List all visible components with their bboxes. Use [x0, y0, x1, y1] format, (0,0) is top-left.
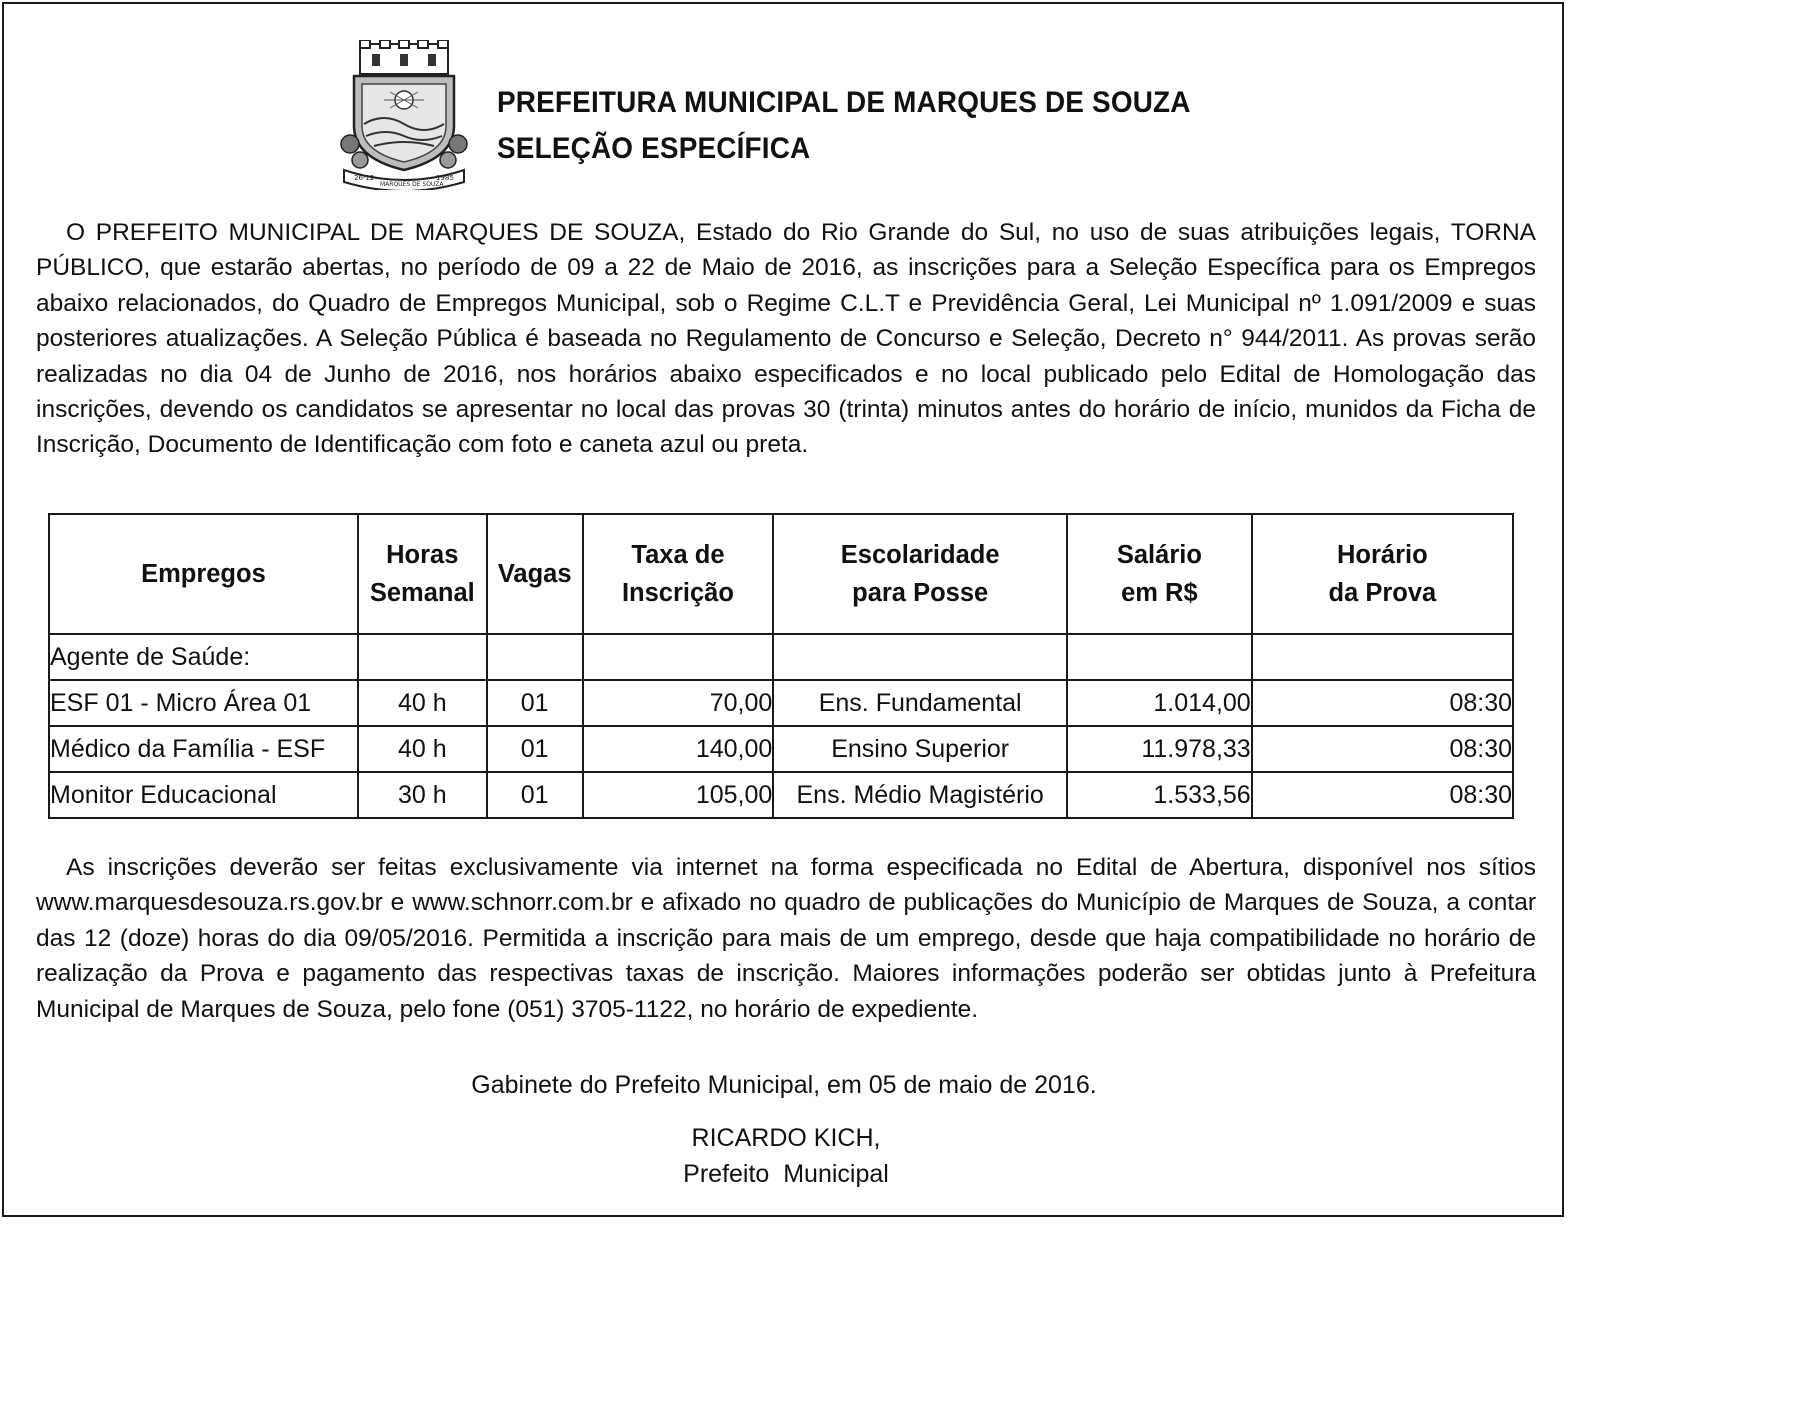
- table-group-row: [49, 634, 1513, 680]
- cell-vagas: 01: [487, 680, 583, 726]
- cell-emprego: Médico da Família - ESF: [49, 726, 358, 772]
- table-row: [49, 680, 1513, 726]
- municipal-coat-of-arms-icon: [340, 40, 468, 190]
- cell-taxa: 70,00: [583, 680, 774, 726]
- cell-taxa: 140,00: [583, 726, 774, 772]
- table-header-row: [49, 514, 1513, 634]
- cell-horario: 08:30: [1252, 680, 1513, 726]
- crest-year-left: 26-12: [354, 174, 375, 182]
- place-date-line: Gabinete do Prefeito Municipal, em 05 de maio de 2016.: [471, 1071, 1097, 1099]
- col-header-salario: Salário em R$: [1067, 514, 1252, 634]
- cell-salario: 1.533,56: [1067, 772, 1252, 818]
- info-paragraph: As inscrições deverão ser feitas exclusivamente via internet na forma especificada no Edital de Abertura, disponível nos sítios www.marquesdesouza.rs.gov.br e www.schnorr.com.br e afixado no quadro de publicações do Município de Marques de Souza, a contar das 12 (doze) horas do dia 09/05/2016. Permitida a inscrição para mais de um emprego, desde que haja compatibilidade no horário de realização da Prova e pagamento das respectivas taxas de inscrição. Maiores informações poderão ser obtidas junto à Prefeitura Municipal de Marques de Souza, pelo fone (051) 3705-1122, no horário de expediente.: [36, 854, 1536, 1023]
- col-header-empregos: Empregos: [49, 514, 358, 634]
- cell-salario: 1.014,00: [1067, 680, 1252, 726]
- col-header-vagas: Vagas: [487, 514, 583, 634]
- crest-year-right: 1985: [436, 174, 454, 182]
- col-header-taxa: Taxa de Inscrição: [583, 514, 774, 634]
- table-row: [49, 726, 1513, 772]
- crest-ribbon-text: MARQUES DE SOUZA: [380, 181, 444, 188]
- cell-escolaridade: Ens. Médio Magistério: [773, 772, 1067, 818]
- cell-escolaridade: Ens. Fundamental: [773, 680, 1067, 726]
- document-header: [497, 80, 1243, 172]
- header-title: PREFEITURA MUNICIPAL DE MARQUES DE SOUZA: [497, 86, 1191, 119]
- signer-title: Prefeito Municipal: [683, 1160, 889, 1188]
- positions-table: [48, 513, 1514, 819]
- cell-horas: 40 h: [358, 680, 487, 726]
- table-row: [49, 772, 1513, 818]
- cell-emprego: ESF 01 - Micro Área 01: [49, 680, 358, 726]
- intro-paragraph: O PREFEITO MUNICIPAL DE MARQUES DE SOUZA, Estado do Rio Grande do Sul, no uso de suas atribuições legais, TORNA PÚBLICO, que estarão abertas, no período de 09 a 22 de Maio de 2016, as inscrições para a Seleção Específica para os Empregos abaixo relacionados, do Quadro de Empregos Municipal, sob o Regime C.L.T e Previdência Geral, Lei Municipal nº 1.091/2009 e suas posteriores atualizações. A Seleção Pública é baseada no Regulamento de Concurso e Seleção, Decreto n° 944/2011. As provas serão realizadas no dia 04 de Junho de 2016, nos horários abaixo especificados e no local publicado pelo Edital de Homologação das inscrições, devendo os candidatos se apresentar no local das provas 30 (trinta) minutos antes do horário de início, munidos da Ficha de Inscrição, Documento de Identificação com foto e caneta azul ou preta.: [36, 219, 1536, 459]
- col-header-horas: Horas Semanal: [358, 514, 487, 634]
- group-label: Agente de Saúde:: [49, 634, 358, 680]
- cell-vagas: 01: [487, 726, 583, 772]
- cell-salario: 11.978,33: [1067, 726, 1252, 772]
- cell-horario: 08:30: [1252, 772, 1513, 818]
- cell-emprego: Monitor Educacional: [49, 772, 358, 818]
- cell-horario: 08:30: [1252, 726, 1513, 772]
- col-header-escolaridade: Escolaridade para Posse: [773, 514, 1067, 634]
- signer-name: RICARDO KICH,: [691, 1124, 881, 1152]
- cell-escolaridade: Ensino Superior: [773, 726, 1067, 772]
- cell-vagas: 01: [487, 772, 583, 818]
- header-subtitle: SELEÇÃO ESPECÍFICA: [497, 132, 811, 165]
- col-header-horario: Horário da Prova: [1252, 514, 1513, 634]
- cell-taxa: 105,00: [583, 772, 774, 818]
- cell-horas: 40 h: [358, 726, 487, 772]
- signature-block: [0, 1120, 1568, 1192]
- cell-horas: 30 h: [358, 772, 487, 818]
